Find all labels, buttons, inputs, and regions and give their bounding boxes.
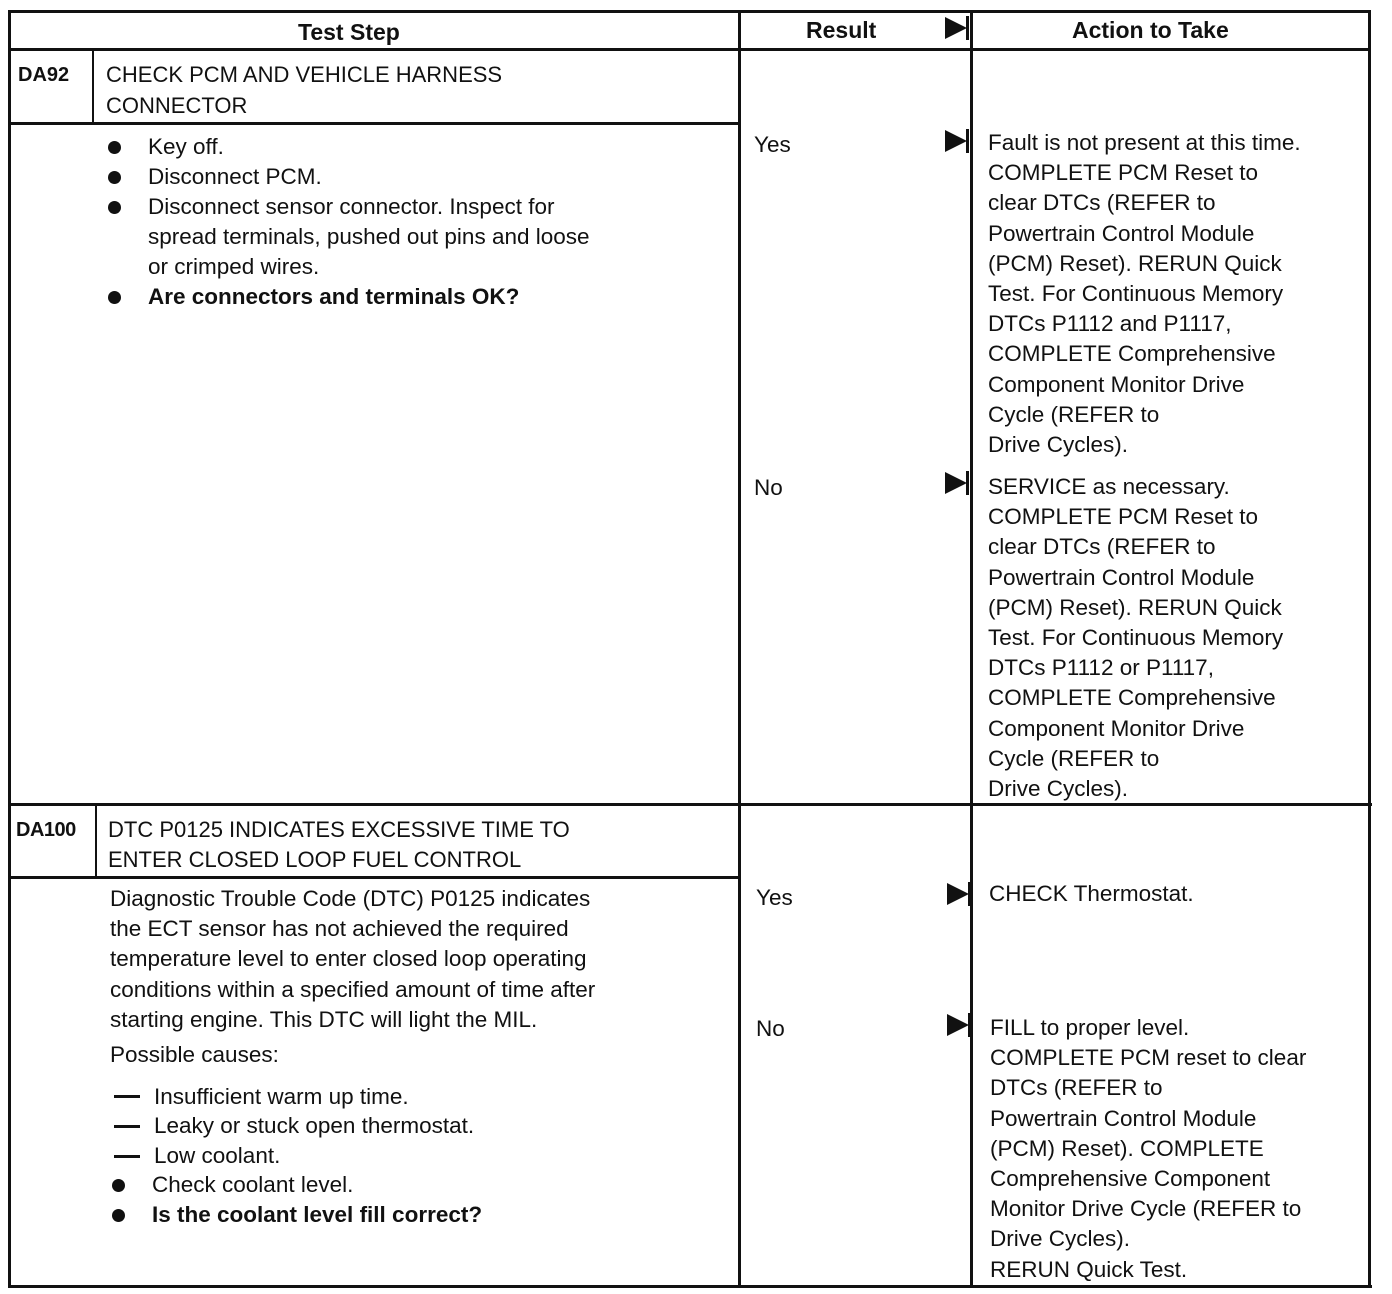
description-line: temperature level to enter closed loop operating — [110, 946, 587, 972]
step1-bullet: Disconnect sensor connector. Inspect for — [148, 194, 555, 219]
dash-icon — [114, 1155, 140, 1158]
result-yes: Yes — [754, 132, 791, 157]
bullet-icon — [108, 201, 121, 214]
action-line: FILL to proper level. — [990, 1015, 1190, 1040]
action-line: Component Monitor Drive — [988, 715, 1245, 741]
action-block — [988, 472, 1283, 804]
action-line: (PCM) Reset). RERUN Quick — [988, 250, 1282, 276]
action-line: Drive Cycles). — [988, 432, 1129, 458]
action-line: Monitor Drive Cycle (REFER to — [990, 1196, 1302, 1222]
action-line: Cycle (REFER to — [988, 401, 1160, 427]
action-line: Powertrain Control Module — [990, 1105, 1257, 1131]
action-line: DTCs (REFER to — [990, 1075, 1163, 1101]
bullet-icon — [108, 141, 121, 154]
step1-bullet-cont: spread terminals, pushed out pins and loose — [148, 224, 590, 249]
action-line: Cycle (REFER to — [988, 745, 1160, 771]
action-block — [990, 1013, 1306, 1285]
bullet-icon — [108, 291, 121, 304]
cause-item: Leaky or stuck open thermostat. — [154, 1113, 475, 1138]
action-line: SERVICE as necessary. — [988, 474, 1230, 499]
bullet-icon — [112, 1179, 125, 1192]
step2-title-underline — [8, 876, 740, 879]
table-right-border — [1368, 10, 1371, 1288]
step2-question: Is the coolant level fill correct? — [152, 1202, 483, 1227]
column-divider-action — [970, 10, 973, 1288]
action-line: Powertrain Control Module — [988, 220, 1255, 246]
bullet-icon — [112, 1209, 125, 1222]
action-line: RERUN Quick Test. — [990, 1256, 1188, 1282]
action-line: COMPLETE PCM Reset to — [988, 504, 1259, 530]
table-top-border — [8, 10, 1368, 13]
action-line: (PCM) Reset). RERUN Quick — [988, 594, 1282, 620]
step2-bullet: Check coolant level. — [152, 1172, 354, 1197]
header-test-step: Test Step — [298, 19, 400, 45]
action-line: CHECK Thermostat. — [989, 881, 1194, 906]
action-line: clear DTCs (REFER to — [988, 534, 1216, 560]
header-result: Result — [806, 17, 877, 43]
action-line: Test. For Continuous Memory — [988, 281, 1284, 307]
action-line: (PCM) Reset). COMPLETE — [990, 1135, 1264, 1161]
step1-bullet: Key off. — [148, 134, 224, 159]
result-no: No — [754, 475, 783, 500]
step2-description — [110, 884, 595, 1035]
action-block — [988, 128, 1301, 460]
table-bottom-border — [8, 1285, 1372, 1288]
step2-code-divider — [95, 805, 97, 879]
step2-title-line2: ENTER CLOSED LOOP FUEL CONTROL — [108, 847, 522, 872]
step1-title-line2: CONNECTOR — [106, 93, 248, 118]
step1-question: Are connectors and terminals OK? — [148, 284, 520, 309]
possible-causes-label: Possible causes: — [110, 1042, 279, 1067]
action-line: COMPLETE PCM Reset to — [988, 160, 1259, 186]
description-line: the ECT sensor has not achieved the required — [110, 916, 569, 942]
step2-code: DA100 — [16, 819, 76, 841]
table-left-border — [8, 10, 11, 1288]
bullet-icon — [108, 171, 121, 184]
description-line: Diagnostic Trouble Code (DTC) P0125 indicates — [110, 886, 591, 911]
cause-item: Low coolant. — [154, 1143, 281, 1168]
action-line: Fault is not present at this time. — [988, 130, 1301, 155]
step1-bullet-cont: or crimped wires. — [148, 254, 320, 279]
step1-title-line1: CHECK PCM AND VEHICLE HARNESS — [106, 62, 503, 87]
step1-code: DA92 — [18, 64, 70, 86]
action-line: COMPLETE PCM reset to clear — [990, 1045, 1307, 1071]
dash-icon — [114, 1095, 140, 1098]
column-divider-result — [738, 10, 741, 1288]
header-action: Action to Take — [1072, 17, 1229, 43]
action-line: Powertrain Control Module — [988, 564, 1255, 590]
action-line: COMPLETE Comprehensive — [988, 685, 1276, 711]
header-bottom-border — [8, 48, 1370, 51]
step1-bullet: Disconnect PCM. — [148, 164, 322, 189]
description-line: starting engine. This DTC will light the MIL. — [110, 1006, 538, 1032]
result-yes: Yes — [756, 885, 793, 910]
action-line: Drive Cycles). — [990, 1226, 1131, 1252]
step1-title-underline — [8, 122, 740, 125]
action-line: Component Monitor Drive — [988, 371, 1245, 397]
action-line: DTCs P1112 or P1117, — [988, 655, 1214, 681]
step2-title-line1: DTC P0125 INDICATES EXCESSIVE TIME TO — [108, 817, 570, 842]
description-line: conditions within a specified amount of time after — [110, 976, 596, 1002]
action-line: Comprehensive Component — [990, 1166, 1271, 1192]
action-line: DTCs P1112 and P1117, — [988, 311, 1232, 337]
cause-item: Insufficient warm up time. — [154, 1084, 409, 1109]
action-line: Test. For Continuous Memory — [988, 625, 1284, 651]
action-line: Drive Cycles). — [988, 776, 1129, 802]
result-no: No — [756, 1016, 785, 1041]
step1-code-divider — [92, 50, 94, 125]
dash-icon — [114, 1125, 140, 1128]
action-line: clear DTCs (REFER to — [988, 190, 1216, 216]
action-line: COMPLETE Comprehensive — [988, 341, 1276, 367]
